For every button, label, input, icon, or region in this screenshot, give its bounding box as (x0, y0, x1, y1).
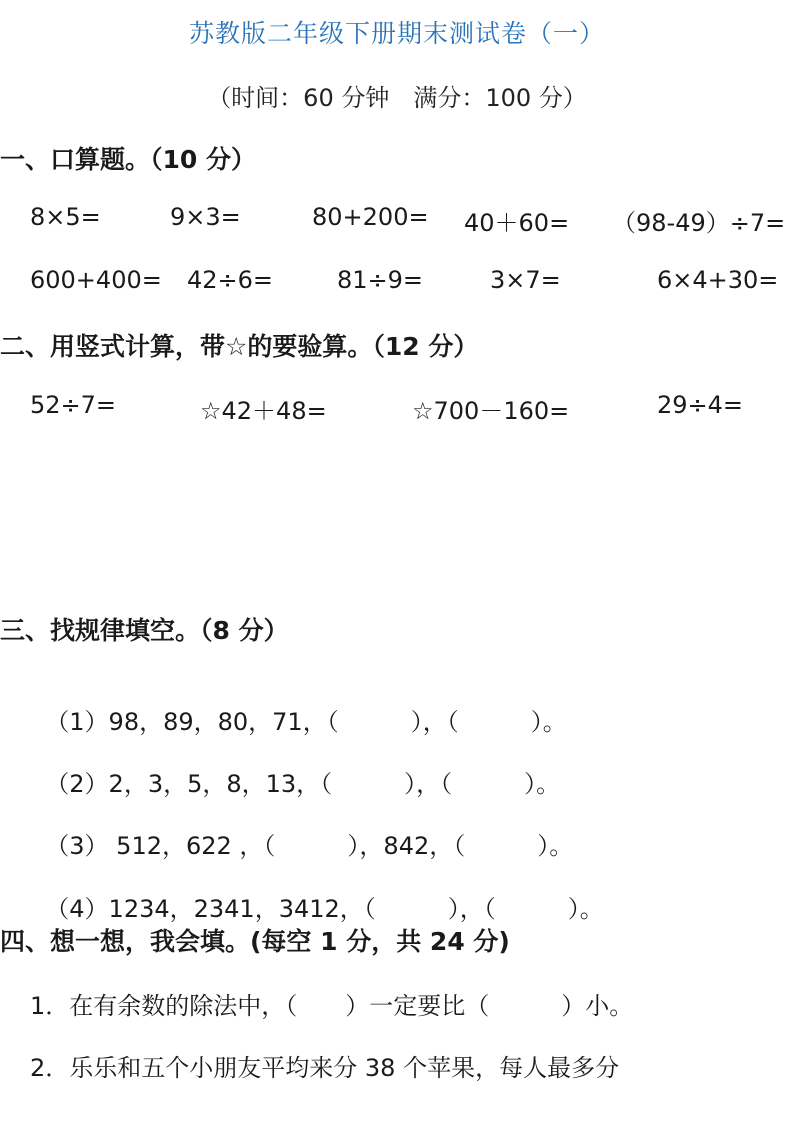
item-number: （3） (45, 832, 109, 860)
exam-meta: （时间：60 分钟 满分：100 分） (207, 84, 587, 112)
vertical-calc-item: ☆700－160= (412, 397, 570, 425)
oral-item: 42÷6= (187, 266, 274, 294)
oral-item: 6×4+30= (657, 266, 779, 294)
oral-item: （98-49）÷7= (612, 209, 786, 237)
oral-item: 80+200= (312, 203, 429, 231)
item-number: （4） (45, 895, 109, 923)
item-text: 2，3，5，8，13，（ ），（ ）。 (108, 770, 561, 798)
item-number: （2） (45, 770, 109, 798)
section-2-heading: 二、用竖式计算，带☆的要验算。（12 分） (0, 332, 479, 361)
vertical-calc-item: 52÷7= (30, 391, 117, 419)
vertical-calc-item: ☆42＋48= (200, 397, 327, 425)
oral-item: 3×7= (490, 266, 561, 294)
item-text: 98，89，80，71，（ ），（ ）。 (108, 708, 567, 736)
oral-item: 8×5= (30, 203, 101, 231)
oral-item: 40＋60= (464, 209, 570, 237)
section-4-heading: 四、想一想，我会填。(每空 1 分，共 24 分) (0, 927, 510, 956)
fill-question: 1．在有余数的除法中，（ ）一定要比（ ）小。 (30, 992, 634, 1020)
pattern-item (30, 861, 604, 924)
pattern-item (30, 674, 567, 737)
oral-item: 81÷9= (337, 266, 424, 294)
pattern-item (30, 736, 560, 799)
item-text: 1234，2341，3412，（ ），（ ）。 (108, 895, 604, 923)
section-3-heading: 三、找规律填空。（8 分） (0, 616, 289, 645)
vertical-calc-item: 29÷4= (657, 391, 744, 419)
item-number: （1） (45, 708, 109, 736)
item-text: 512，622 ，（ ），842，（ ）。 (108, 832, 574, 860)
oral-item: 600+400= (30, 266, 162, 294)
oral-item: 9×3= (170, 203, 241, 231)
fill-question: 2．乐乐和五个小朋友平均来分 38 个苹果，每人最多分 (30, 1054, 620, 1082)
page-title: 苏教版二年级下册期末测试卷（一） (188, 19, 605, 48)
pattern-item (30, 798, 573, 861)
section-1-heading: 一、口算题。（10 分） (0, 145, 256, 174)
